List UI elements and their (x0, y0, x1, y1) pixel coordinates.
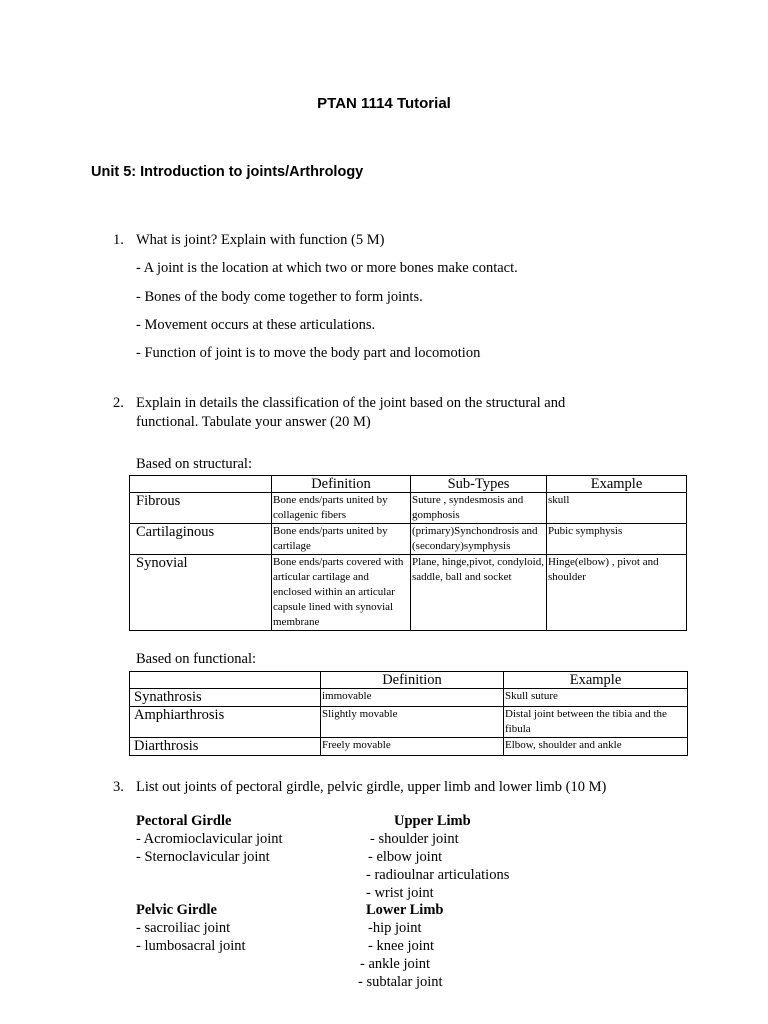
table-cell: Freely movable (321, 738, 504, 756)
q1-answer-1: - A joint is the location at which two or more bones make contact. (136, 260, 518, 276)
table-row (130, 707, 688, 738)
list-item: - subtalar joint (358, 974, 443, 990)
table-cell: Hinge(elbow) , pivot and shoulder (547, 555, 687, 631)
table-cell: Bone ends/parts united by cartilage (272, 524, 411, 555)
table-header-row (130, 672, 688, 689)
table-header (130, 476, 272, 493)
list-item: - shoulder joint (370, 831, 459, 847)
list-item: - knee joint (368, 938, 435, 954)
table-header: Definition (321, 672, 504, 689)
table-header: Definition (272, 476, 411, 493)
q2-number: 2. (113, 395, 124, 411)
table-cell: Plane, hinge,pivot, condyloid, saddle, ball and socket (411, 555, 547, 631)
structural-label: Based on structural: (136, 456, 252, 472)
table-cell: Bone ends/parts united by collagenic fibers (272, 493, 411, 524)
table-row (130, 738, 688, 756)
structural-table (129, 475, 687, 631)
list-item: -hip joint (368, 920, 422, 936)
upper-limb-heading: Upper Limb (394, 813, 471, 829)
q1-answer-4: - Function of joint is to move the body part and locomotion (136, 345, 481, 361)
list-item: - ankle joint (360, 956, 431, 972)
q1-number: 1. (113, 232, 124, 248)
document-title: PTAN 1114 Tutorial (317, 95, 451, 112)
table-cell: skull (547, 493, 687, 524)
table-cell: Synovial (130, 555, 272, 631)
list-item: - wrist joint (366, 885, 434, 901)
table-cell: Synathrosis (130, 689, 321, 707)
table-cell: Amphiarthrosis (130, 707, 321, 738)
table-cell: Diarthrosis (130, 738, 321, 756)
list-item: - Acromioclavicular joint (136, 831, 283, 847)
pelvic-girdle-heading: Pelvic Girdle (136, 902, 217, 918)
list-item: - radioulnar articulations (366, 867, 510, 883)
list-item: - sacroiliac joint (136, 920, 231, 936)
q1-answer-2: - Bones of the body come together to form joints. (136, 289, 423, 305)
table-cell: immovable (321, 689, 504, 707)
q2-question-line-2: functional. Tabulate your answer (20 M) (136, 414, 371, 430)
unit-heading: Unit 5: Introduction to joints/Arthrology (91, 164, 364, 180)
table-cell: Slightly movable (321, 707, 504, 738)
list-item: - Sternoclavicular joint (136, 849, 270, 865)
table-row (130, 493, 687, 524)
table-header-row (130, 476, 687, 493)
table-header: Example (547, 476, 687, 493)
table-cell: Elbow, shoulder and ankle (504, 738, 688, 756)
table-header: Example (504, 672, 688, 689)
table-header: Sub-Types (411, 476, 547, 493)
table-cell: Distal joint between the tibia and the fibula (504, 707, 688, 738)
table-cell: (primary)Synchondrosis and (secondary)symphysis (411, 524, 547, 555)
functional-label: Based on functional: (136, 651, 257, 667)
list-item: - elbow joint (368, 849, 443, 865)
functional-table (129, 671, 688, 756)
table-row (130, 524, 687, 555)
q3-number: 3. (113, 779, 124, 795)
list-item: - lumbosacral joint (136, 938, 246, 954)
q3-question: List out joints of pectoral girdle, pelvic girdle, upper limb and lower limb (10 M) (136, 779, 607, 795)
pectoral-girdle-heading: Pectoral Girdle (136, 813, 232, 829)
table-cell: Fibrous (130, 493, 272, 524)
table-header (130, 672, 321, 689)
q1-answer-3: - Movement occurs at these articulations. (136, 317, 376, 333)
q1-question: What is joint? Explain with function (5 M) (136, 232, 385, 248)
q2-question-line-1: Explain in details the classification of the joint based on the structural and (136, 395, 566, 411)
lower-limb-heading: Lower Limb (366, 902, 444, 918)
table-cell: Skull suture (504, 689, 688, 707)
table-cell: Bone ends/parts covered with articular cartilage and enclosed within an articular capsule lined with synovial membrane (272, 555, 411, 631)
table-cell: Suture , syndesmosis and gomphosis (411, 493, 547, 524)
table-row (130, 689, 688, 707)
table-cell: Pubic symphysis (547, 524, 687, 555)
table-cell: Cartilaginous (130, 524, 272, 555)
table-row (130, 555, 687, 631)
